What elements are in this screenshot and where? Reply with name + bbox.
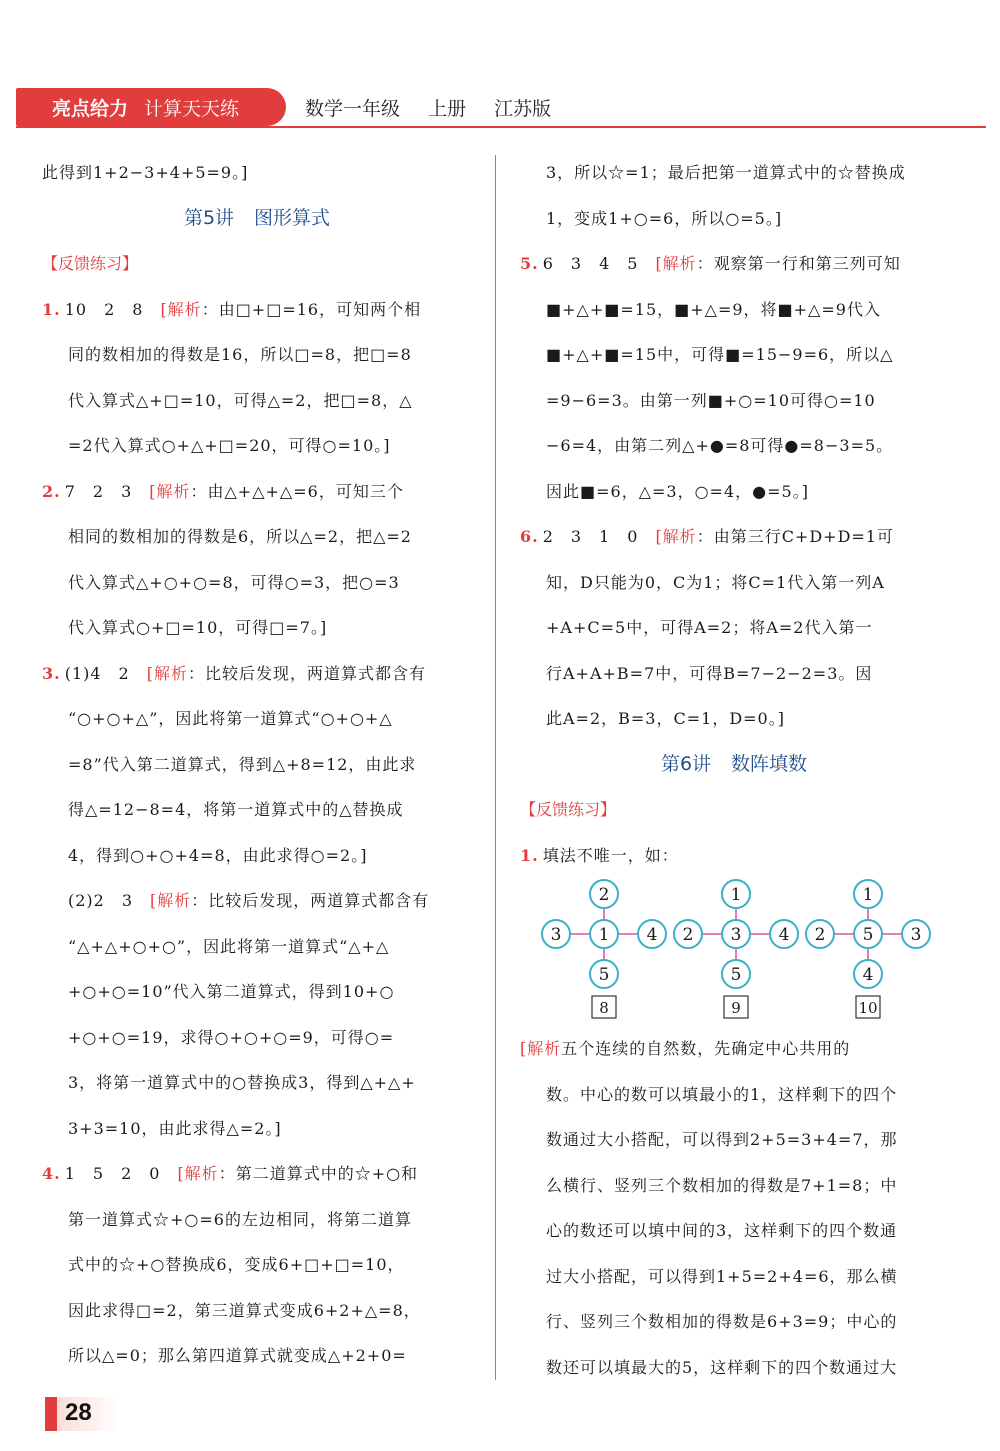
number-top: 2: [598, 885, 610, 905]
volume: 上册: [428, 98, 467, 120]
problem-1: [42, 287, 472, 333]
problem-6: [520, 514, 948, 560]
analysis-text: ：由□+□=16，可知两个相: [201, 299, 422, 319]
feedback-label: 【反馈练习】: [42, 254, 139, 273]
number-center: 1: [598, 925, 610, 945]
number-bottom: 5: [730, 965, 742, 985]
number-left: 2: [682, 925, 694, 945]
answer: 7 2 3: [64, 481, 150, 501]
page-header: [0, 82, 1000, 132]
text-line: 3+3=10，由此求得△=2。]: [68, 1118, 282, 1138]
text-line: −6=4，由第二列△+●=8可得●=8−3=5。: [546, 436, 894, 455]
number-right: 4: [778, 925, 790, 945]
number-top: 1: [730, 885, 742, 905]
answer: 2 3 1 0: [542, 527, 656, 546]
text-line: 数还可以填最大的5，这样剩下的四个数通过大: [546, 1357, 898, 1377]
page-number: 28: [65, 1399, 92, 1426]
text-line: +○+○=19，求得○+○+○=9，可得○=: [68, 1027, 395, 1047]
number-left: 3: [550, 925, 562, 945]
analysis-text: 五个连续的自然数，先确定中心共用的: [561, 1039, 851, 1058]
text-line: 式中的☆+○替换成6，变成6+□+□=10，: [68, 1255, 405, 1274]
problem-number: 1.: [520, 845, 539, 865]
answer: (2)2 3: [68, 891, 151, 910]
text-line: 代入算式△+○+○=8，可得○=3，把○=3: [68, 572, 400, 592]
number-center: 3: [730, 925, 742, 945]
brand-banner: [16, 88, 286, 126]
analysis-label: [解析: [146, 663, 188, 683]
number-bottom: 4: [862, 965, 874, 985]
problem-number: 1.: [42, 299, 61, 319]
number-array-svg: [520, 878, 948, 1026]
sum-value: 10: [858, 999, 878, 1017]
text-line: 3，将第一道算式中的○替换成3，得到△+△+: [68, 1073, 416, 1092]
section-6-number: 第6讲: [660, 752, 712, 775]
page-number-accent: [45, 1397, 57, 1431]
text-line: 过大小搭配，可以得到1+5=2+4=6，那么横: [546, 1266, 898, 1286]
analysis-label: [解析: [160, 299, 202, 319]
text-line: 知，D只能为0，C为1；将C=1代入第一列A: [546, 572, 885, 592]
text-line: 代入算式○+□=10，可得□=7。]: [68, 618, 328, 637]
analysis-label: [解析: [177, 1164, 219, 1183]
subject: 数学一年级: [305, 98, 401, 120]
text-line: 因此求得□=2，第三道算式变成6+2+△=8，: [68, 1300, 421, 1320]
header-rule: [16, 126, 986, 128]
text-line: 数。中心的数可以填最小的1，这样剩下的四个: [546, 1084, 898, 1104]
problem-2: [42, 469, 472, 515]
analysis-text: ：由第三行C+D+D=1可: [696, 527, 894, 546]
sum-value: 8: [599, 999, 609, 1017]
analysis-line: [520, 1026, 948, 1072]
feedback-label: 【反馈练习】: [520, 800, 617, 819]
problem-number: 5.: [520, 254, 539, 273]
text-line: 行A+A+B=7中，可得B=7−2−2=3。因: [546, 663, 873, 683]
section-5-heading: [42, 196, 472, 242]
analysis-text: ：观察第一行和第三列可知: [696, 254, 901, 273]
section-6-heading: [520, 742, 948, 788]
text-line: 4，得到○+○+4=8，由此求得○=2。]: [68, 845, 368, 865]
text-line: 1，变成1+○=6，所以○=5。]: [546, 208, 783, 228]
text-line: “○+○+△”，因此将第一道算式“○+○+△: [68, 709, 393, 728]
text-line: 行、竖列三个数相加的得数是6+3=9；中心的: [546, 1312, 898, 1331]
text-line: =8”代入第二道算式，得到△+8=12，由此求: [68, 754, 417, 774]
text-line: 此A=2，B=3，C=1，D=0。]: [546, 709, 785, 728]
analysis-text: ：比较后发现，两道算式都含有: [187, 663, 426, 683]
answer: 1 5 2 0: [64, 1164, 178, 1183]
analysis-label: [解析: [149, 481, 191, 501]
text-line: 代入算式△+□=10，可得△=2，把□=8，△: [68, 390, 413, 410]
number-top: 1: [862, 885, 874, 905]
text-line: 得△=12−8=4，将第一道算式中的△替换成: [68, 800, 404, 819]
text-line: 因此■=6，△=3，○=4，●=5。]: [546, 481, 809, 501]
text-line: 心的数还可以填中间的3，这样剩下的四个数通: [546, 1221, 898, 1240]
question-text: 填法不唯一，如：: [542, 845, 679, 865]
number-bottom: 5: [598, 965, 610, 985]
number-center: 5: [862, 925, 874, 945]
problem-number: 2.: [42, 481, 61, 501]
text-line: 此得到1+2−3+4+5=9。]: [42, 163, 249, 182]
analysis-text: ：比较后发现，两道算式都含有: [191, 891, 430, 910]
analysis-text: ：第二道算式中的☆+○和: [218, 1164, 419, 1183]
question-1: [520, 833, 948, 879]
text-line: 同的数相加的得数是16，所以□=8，把□=8: [68, 345, 412, 364]
number-array-diagrams: [520, 878, 948, 1026]
left-column: [42, 150, 472, 1379]
problem-3-part-2: [42, 878, 472, 924]
text-line: 3，所以☆=1；最后把第一道算式中的☆替换成: [546, 163, 906, 182]
section-6-title: 数阵填数: [731, 752, 808, 775]
text-line: 相同的数相加的得数是6，所以△=2，把△=2: [68, 527, 412, 546]
text-line: 所以△=0；那么第四道算式就变成△+2+0=: [68, 1346, 407, 1365]
text-line: 数通过大小搭配，可以得到2+5=3+4=7，那: [546, 1130, 898, 1149]
section-5-number: 第5讲: [183, 206, 235, 229]
answer: 10 2 8: [64, 299, 161, 319]
analysis-text: ：由△+△+△=6，可知三个: [190, 481, 404, 501]
text-line: =9−6=3。由第一列■+○=10可得○=10: [546, 390, 876, 410]
analysis-label: [解析: [520, 1039, 562, 1058]
text-line: +A+C=5中，可得A=2；将A=2代入第一: [546, 618, 873, 637]
problem-number: 3.: [42, 663, 61, 683]
text-line: ■+△+■=15，■+△=9，将■+△=9代入: [546, 299, 881, 319]
column-divider: [495, 155, 496, 1380]
section-5-title: 图形算式: [254, 206, 331, 229]
text-line: ■+△+■=15中，可得■=15−9=6，所以△: [546, 345, 894, 364]
answer: 6 3 4 5: [542, 254, 656, 273]
text-line: +○+○=10”代入第二道算式，得到10+○: [68, 982, 395, 1001]
brand-name: 亮点给力: [52, 97, 129, 120]
series-name: 计算天天练: [144, 97, 240, 120]
text-line: =2代入算式○+△+□=20，可得○=10。]: [68, 436, 391, 455]
text-line: “△+△+○+○”，因此将第一道算式“△+△: [68, 936, 390, 956]
text-line: 么横行、竖列三个数相加的得数是7+1=8；中: [546, 1175, 898, 1195]
book-info: [305, 94, 573, 121]
problem-4: [42, 1151, 472, 1197]
analysis-label: [解析: [655, 527, 697, 546]
problem-3: [42, 651, 472, 697]
edition: 江苏版: [494, 98, 552, 120]
analysis-label: [解析: [150, 891, 192, 910]
number-right: 3: [910, 925, 922, 945]
analysis-label: [解析: [655, 254, 697, 273]
problem-5: [520, 241, 948, 287]
problem-number: 6.: [520, 527, 539, 546]
page-number-box: [45, 1397, 120, 1431]
problem-number: 4.: [42, 1164, 61, 1183]
number-right: 4: [646, 925, 658, 945]
number-left: 2: [814, 925, 826, 945]
sum-value: 9: [731, 999, 741, 1017]
right-column: [520, 150, 948, 1390]
answer: (1)4 2: [64, 663, 147, 683]
text-line: 第一道算式☆+○=6的左边相同，将第二道算: [68, 1209, 412, 1229]
